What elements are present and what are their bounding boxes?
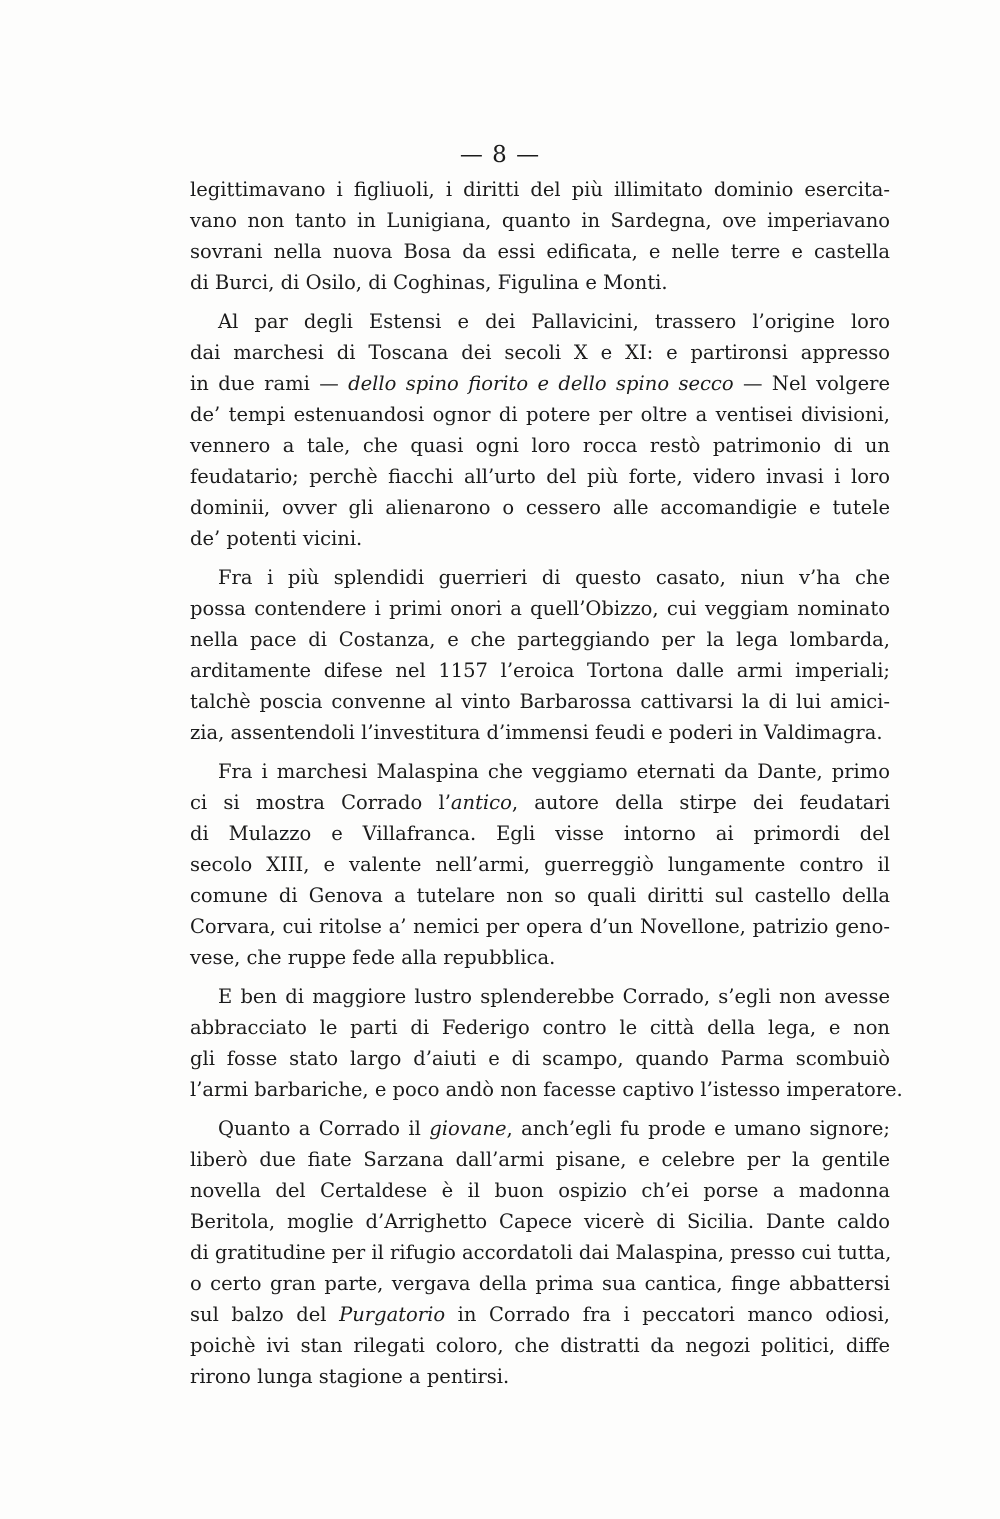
paragraph <box>190 562 890 748</box>
text-segment: secolo XIII, e valente nell’armi, guerreggiò lungamente contro il <box>190 853 890 876</box>
text-line <box>190 787 890 818</box>
paragraph <box>190 174 890 298</box>
text-line <box>190 981 890 1012</box>
text-segment: l’armi barbariche, e poco andò non facesse captivo l’istesso imperatore. <box>190 1078 903 1101</box>
text-line <box>190 686 890 717</box>
text-line <box>190 624 890 655</box>
paragraph <box>190 1113 890 1392</box>
paragraph-gap <box>190 748 890 756</box>
text-segment: nella pace di Costanza, e che parteggiando per la lega lombarda, <box>190 628 890 651</box>
text-segment: Beritola, moglie d’Arrighetto Capece vicerè di Sicilia. Dante caldo <box>190 1210 890 1233</box>
paragraph <box>190 756 890 973</box>
text-segment: vese, che ruppe fede alla repubblica. <box>190 946 556 969</box>
text-line <box>190 911 890 942</box>
text-line <box>190 593 890 624</box>
text-line <box>190 849 890 880</box>
text-segment: talchè poscia convenne al vinto Barbarossa cattivarsi la di lui amici- <box>190 690 890 713</box>
text-line <box>190 1074 903 1105</box>
text-line <box>190 1113 890 1144</box>
text-segment: legittimavano i figliuoli, i diritti del più illimitato dominio esercita- <box>190 178 890 201</box>
text-segment: novella del Certaldese è il buon ospizio ch’ei porse a madonna <box>190 1179 890 1202</box>
text-segment: o certo gran parte, vergava della prima sua cantica, finge abbattersi <box>190 1272 890 1295</box>
text-segment: liberò due fiate Sarzana dall’armi pisane, e celebre per la gentile <box>190 1148 890 1171</box>
text-segment: comune di Genova a tutelare non so quali diritti sul castello della <box>190 884 890 907</box>
text-segment: gli fosse stato largo d’aiuti e di scampo, quando Parma scombuiò <box>190 1047 890 1070</box>
text-line <box>190 818 890 849</box>
italic-text: giovane <box>429 1117 507 1140</box>
text-line <box>190 1330 890 1361</box>
text-segment: E ben di maggiore lustro splenderebbe Corrado, s’egli non avesse <box>218 985 890 1008</box>
text-segment: feudatario; perchè fiacchi all’urto del più forte, videro invasi i loro <box>190 465 890 488</box>
text-segment: Corvara, cui ritolse a’ nemici per opera d’un Novellone, patrizio geno- <box>190 915 890 938</box>
text-line <box>190 1043 890 1074</box>
text-line <box>190 174 890 205</box>
text-segment: rirono lunga stagione a pentirsi. <box>190 1365 510 1388</box>
text-line <box>190 1144 890 1175</box>
text-segment: poichè ivi stan rilegati coloro, che distratti da negozi politici, diffe <box>190 1334 890 1357</box>
text-line <box>190 306 890 337</box>
text-segment: Al par degli Estensi e dei Pallavicini, trassero l’origine loro <box>218 310 890 333</box>
text-segment: — Nel volgere <box>733 372 890 395</box>
text-line <box>190 492 890 523</box>
text-segment: Fra i più splendidi guerrieri di questo casato, niun v’ha che <box>218 566 890 589</box>
text-line <box>190 717 890 748</box>
text-segment: dominii, ovver gli alienarono o cessero alle accomandigie e tutele <box>190 496 890 519</box>
paragraph <box>190 981 903 1105</box>
text-line <box>190 562 890 593</box>
text-line <box>190 1206 890 1237</box>
text-line <box>190 1299 890 1330</box>
paragraph-gap <box>190 298 890 306</box>
text-segment: sovrani nella nuova Bosa da essi edificata, e nelle terre e castella <box>190 240 890 263</box>
paragraph <box>190 306 890 554</box>
text-segment: in due rami — <box>190 372 349 395</box>
text-line <box>190 1361 890 1392</box>
text-segment: di Burci, di Osilo, di Coghinas, Figulina e Monti. <box>190 271 668 294</box>
text-segment: , anch’egli fu prode e umano signore; <box>506 1117 891 1140</box>
body-text <box>190 174 903 1392</box>
paragraph-gap <box>190 973 890 981</box>
text-segment: di Mulazzo e Villafranca. Egli visse intorno ai primordi del <box>190 822 890 845</box>
text-segment: Quanto a Corrado il <box>218 1117 430 1140</box>
text-line <box>190 942 890 973</box>
text-segment: in Corrado fra i peccatori manco odiosi, <box>445 1303 890 1326</box>
text-segment: arditamente difese nel 1157 l’eroica Tortona dalle armi imperiali; <box>190 659 890 682</box>
text-segment: sul balzo del <box>190 1303 340 1326</box>
text-line <box>190 461 890 492</box>
italic-text: dello spino fiorito e dello spino secco <box>348 372 734 395</box>
paragraph-gap <box>190 554 890 562</box>
text-line <box>190 756 890 787</box>
text-line <box>190 205 890 236</box>
text-line <box>190 655 890 686</box>
page-number: — 8 — <box>459 142 541 168</box>
text-line <box>190 880 890 911</box>
text-segment: di gratitudine per il rifugio accordatoli dai Malaspina, presso cui tutta, <box>190 1241 892 1264</box>
text-line <box>190 523 890 554</box>
text-line <box>190 337 890 368</box>
text-line <box>190 236 890 267</box>
text-line <box>190 267 890 298</box>
text-segment: de’ tempi estenuandosi ognor di potere per oltre a ventisei divisioni, <box>190 403 890 426</box>
text-segment: vennero a tale, che quasi ogni loro rocca restò patrimonio di un <box>190 434 890 457</box>
text-segment: Fra i marchesi Malaspina che veggiamo eternati da Dante, primo <box>218 760 890 783</box>
italic-text: Purgatorio <box>339 1303 446 1326</box>
text-line <box>190 399 890 430</box>
text-segment: de’ potenti vicini. <box>190 527 363 550</box>
text-line <box>190 368 890 399</box>
text-segment: possa contendere i primi onori a quell’Obizzo, cui veggiam nominato <box>190 597 890 620</box>
text-line <box>190 1237 890 1268</box>
text-line <box>190 1175 890 1206</box>
text-segment: vano non tanto in Lunigiana, quanto in Sardegna, ove imperiavano <box>190 209 890 232</box>
text-line <box>190 1268 890 1299</box>
italic-text: antico <box>450 791 512 814</box>
text-segment: zia, assentendoli l’investitura d’immensi feudi e poderi in Valdimagra. <box>190 721 883 744</box>
text-segment: abbracciato le parti di Federigo contro le città della lega, e non <box>190 1016 890 1039</box>
text-segment: dai marchesi di Toscana dei secoli X e XI: e partironsi appresso <box>190 341 890 364</box>
text-segment: , autore della stirpe dei feudatari <box>511 791 890 814</box>
text-line <box>190 430 890 461</box>
paragraph-gap <box>190 1105 890 1113</box>
text-line <box>190 1012 890 1043</box>
text-segment: ci si mostra Corrado l’ <box>190 791 451 814</box>
